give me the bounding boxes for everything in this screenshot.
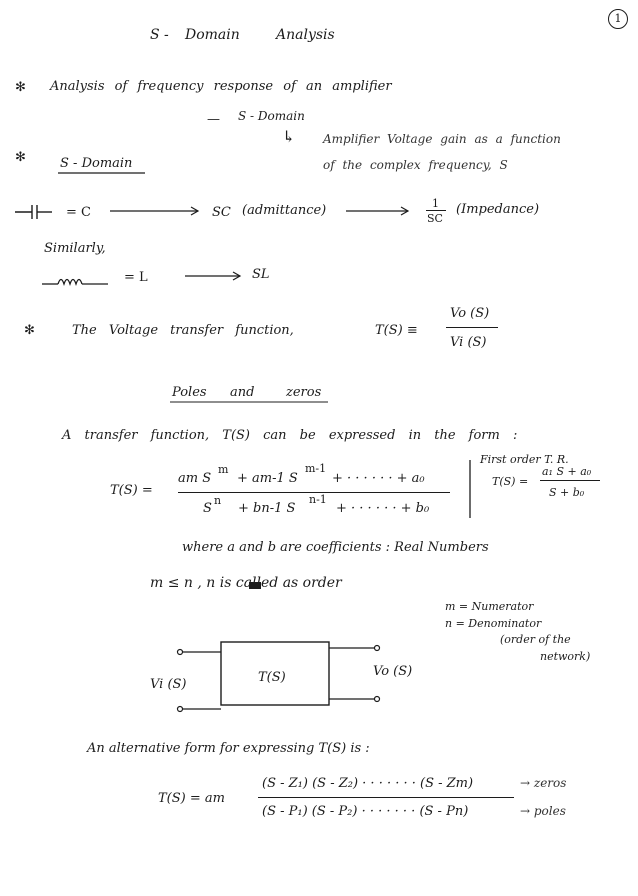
inductor-sl: SL [252, 267, 270, 282]
page-number: 1 [608, 9, 628, 29]
first-order-denominator: S + b₀ [549, 486, 585, 499]
general-den-2-sup: n-1 [309, 493, 327, 506]
transfer-denominator: Vi (S) [450, 335, 487, 350]
transfer-intro: A transfer function, T(S) can be expressed in the form : [62, 428, 518, 443]
topic-text: Analysis of frequency response of an amplifier [50, 79, 392, 94]
admittance-label: (admittance) [242, 203, 327, 218]
transfer-lhs: T(S) ≡ [375, 323, 418, 338]
output-voltage-label: Vo (S) [373, 664, 413, 679]
title-analysis: Analysis [276, 27, 335, 43]
topic-dash: — [207, 112, 220, 127]
general-num-3: + · · · · · · + a₀ [332, 471, 425, 486]
general-den-2: + bn-1 S [238, 501, 296, 516]
general-den-3: + · · · · · · + b₀ [336, 501, 430, 516]
heading-poles: Poles [172, 385, 207, 400]
general-den-1-sup: n [214, 494, 222, 507]
order-line: m ≤ n , n is called as order [150, 575, 342, 591]
impedance-label: (Impedance) [456, 202, 540, 217]
general-num-2-sup: m-1 [305, 462, 327, 475]
transfer-numerator: Vo (S) [450, 306, 490, 321]
heading-zeros: zeros [286, 385, 322, 400]
alt-form-lhs: T(S) = am [158, 791, 225, 806]
definition-line-1: Amplifier Voltage gain as a function [323, 132, 561, 146]
first-order-lhs: T(S) = [492, 475, 529, 488]
arrow-icon [110, 207, 198, 215]
general-num-1: am S [178, 471, 212, 486]
poles-label: → poles [520, 804, 566, 818]
order-note-2: network) [540, 650, 591, 663]
first-order-numerator: a₁ S + a₀ [542, 465, 592, 478]
general-num-2: + am-1 S [237, 471, 298, 486]
zeros-label: → zeros [520, 776, 567, 790]
order-note-1: (order of the [500, 633, 571, 646]
topic-sub: S - Domain [238, 109, 305, 123]
alt-form-numerator: (S - Z₁) (S - Z₂) · · · · · · · (S - Zm) [262, 776, 474, 791]
m-definition: m = Numerator [445, 600, 534, 613]
s-domain-heading: S - Domain [60, 156, 133, 171]
first-order-title: First order T. R. [480, 453, 569, 466]
alt-form-text: An alternative form for expressing T(S) is : [87, 741, 370, 756]
inductor-icon [42, 280, 108, 285]
definition-line-2: of the complex frequency, S [323, 158, 508, 172]
alt-form-denominator: (S - P₁) (S - P₂) · · · · · · · (S - Pn) [262, 804, 469, 819]
bullet-star-icon: ✻ [24, 323, 35, 338]
transfer-text: The Voltage transfer function, [72, 323, 294, 338]
general-lhs: T(S) = [110, 483, 153, 498]
bullet-star-icon: ✻ [15, 150, 26, 165]
title-domain: Domain [185, 27, 240, 43]
general-den-1: S [203, 501, 212, 516]
general-num-1-sup: m [218, 463, 229, 476]
n-definition: n = Denominator [445, 617, 542, 630]
inductor-equals: = L [124, 270, 148, 285]
capacitor-sc: SC [212, 205, 231, 220]
bullet-star-icon: ✻ [15, 80, 26, 95]
arrow-icon [346, 207, 408, 215]
impedance-numerator: 1 [432, 197, 439, 210]
where-line: where a and b are coefficients : Real Numbers [182, 540, 489, 555]
capacitor-icon [15, 205, 52, 219]
corner-arrow-icon: ↳ [282, 127, 296, 146]
heading-and: and [230, 385, 255, 400]
impedance-denominator: SC [427, 212, 443, 225]
arrow-icon [185, 272, 240, 280]
similarly-text: Similarly, [44, 241, 106, 256]
capacitor-equals: = C [66, 205, 91, 220]
title-s: S - [150, 27, 169, 43]
block-transfer-label: T(S) [258, 670, 286, 685]
input-voltage-label: Vi (S) [150, 677, 187, 692]
